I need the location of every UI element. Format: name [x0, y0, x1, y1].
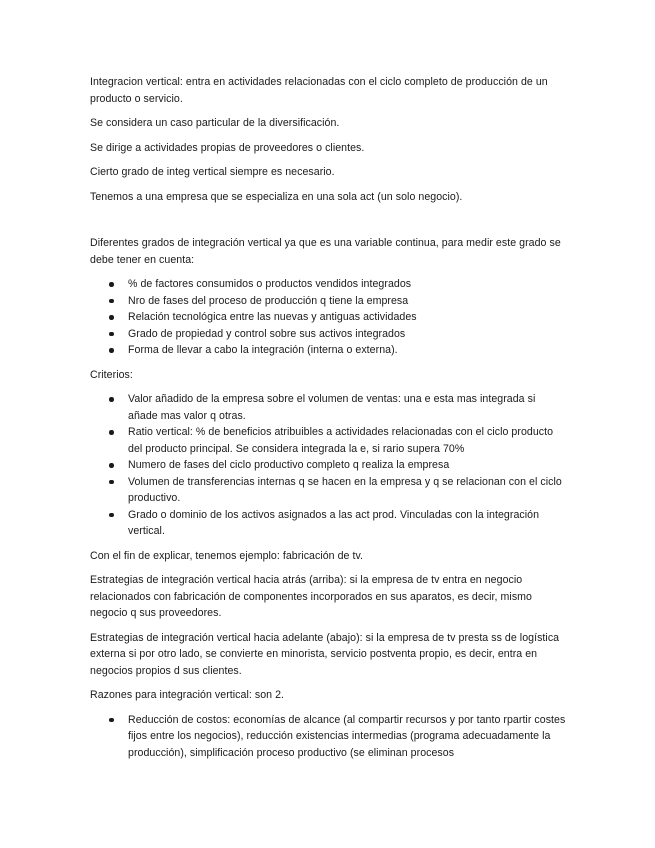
criterios-list	[90, 391, 566, 540]
list-item: Numero de fases del ciclo productivo completo q realiza la empresa	[90, 457, 566, 474]
paragraph-grados-intro: Diferentes grados de integración vertical ya que es una variable continua, para medir este grado se debe tener en cuenta:	[90, 237, 561, 266]
razones-heading: Razones para integración vertical: son 2.	[90, 689, 285, 701]
paragraph-estrategia-adelante: Estrategias de integración vertical hacia adelante (abajo): si la empresa de tv presta ss de logística externa si por otro lado, se convierte en minorista, servicio postventa propio, es decir, entra en negocios propios d sus clientes.	[90, 631, 560, 677]
grados-list	[90, 276, 566, 359]
blank-space	[90, 213, 566, 235]
list-item: Volumen de transferencias internas q se hacen en la empresa y q se relacionan con el ciclo productivo.	[90, 474, 566, 507]
criterios-heading: Criterios:	[90, 368, 133, 381]
paragraph-estrategia-atras: Estrategias de integración vertical hacia atrás (arriba): si la empresa de tv entra en negocio relacionados con fabricación de componentes incorporados en sus aparatos, es decir, mismo negocio q sus proveedores.	[90, 574, 532, 619]
paragraph-diversification: Se considera un caso particular de la diversificación.	[90, 117, 340, 129]
list-item: Forma de llevar a cabo la integración (interna o externa).	[90, 342, 566, 359]
paragraph-necessary: Cierto grado de integ vertical siempre es necesario.	[90, 166, 335, 178]
list-item: Valor añadido de la empresa sobre el volumen de ventas: una e esta mas integrada si añade mas valor q otras.	[90, 391, 566, 424]
document-page	[90, 74, 566, 769]
paragraph-direction: Se dirige a actividades propias de proveedores o clientes.	[90, 141, 365, 154]
list-item: Grado o dominio de los activos asignados a las act prod. Vinculadas con la integración vertical.	[90, 507, 566, 540]
paragraph-specialized: Tenemos a una empresa que se especializa en una sola act (un solo negocio).	[90, 190, 463, 203]
list-item: Nro de fases del proceso de producción q tiene la empresa	[90, 293, 566, 310]
list-item: Relación tecnológica entre las nuevas y antiguas actividades	[90, 309, 566, 326]
list-item: Reducción de costos: economías de alcance (al compartir recursos y por tanto rpartir costes fijos entre los negocios), reducción existencias intermedias (programa adecuadamente la producción), simplificación proceso productivo (se eliminan procesos	[90, 712, 566, 762]
paragraph-ejemplo: Con el fin de explicar, tenemos ejemplo: fabricación de tv.	[90, 549, 364, 562]
list-item: % de factores consumidos o productos vendidos integrados	[90, 276, 566, 293]
list-item: Grado de propiedad y control sobre sus activos integrados	[90, 326, 566, 343]
paragraph-definition: Integracion vertical: entra en actividades relacionadas con el ciclo completo de producción de un producto o servicio.	[90, 76, 548, 105]
razones-list	[90, 712, 566, 762]
list-item: Ratio vertical: % de beneficios atribuibles a actividades relacionadas con el ciclo producto del producto principal. Se considera integrada la e, si rario supera 70%	[90, 424, 566, 457]
